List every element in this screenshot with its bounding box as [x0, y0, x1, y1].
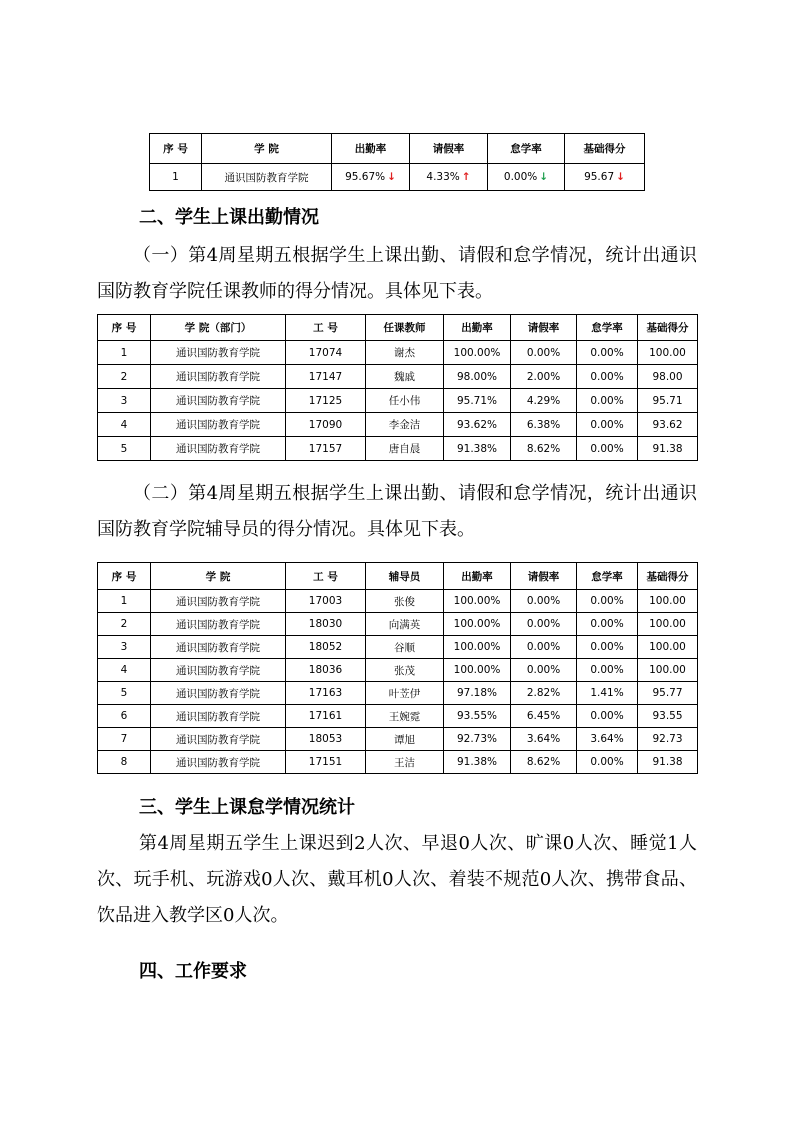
table-cell: 王婉霓: [366, 705, 444, 728]
header-cell: 学 院（部门）: [151, 315, 286, 341]
table-cell: 通识国防教育学院: [151, 705, 286, 728]
header-cell: 序 号: [150, 134, 202, 164]
table-cell: 92.73: [638, 728, 698, 751]
table-row: [98, 365, 698, 389]
table-cell: 8: [98, 751, 151, 774]
row-college: 通识国防教育学院: [202, 164, 332, 191]
table-row: [98, 341, 698, 365]
table-cell: 3: [98, 636, 151, 659]
table-cell: 4: [98, 413, 151, 437]
header-cell: 辅导员: [366, 563, 444, 590]
table-cell: 17151: [286, 751, 366, 774]
table-cell: 6.45%: [511, 705, 577, 728]
teacher-table-body: [98, 341, 698, 461]
header-cell: 怠学率: [577, 315, 638, 341]
paragraph: （一）第4周星期五根据学生上课出勤、请假和怠学情况，统计出通识国防教育学院任课教师的得分情况。具体见下表。: [97, 245, 697, 302]
table-cell: 18030: [286, 613, 366, 636]
table-cell: 魏戚: [366, 365, 444, 389]
table-cell: 92.73%: [444, 728, 511, 751]
table-cell: 通识国防教育学院: [151, 659, 286, 682]
table-cell: 1: [98, 341, 151, 365]
header-cell: 请假率: [511, 563, 577, 590]
section-heading: 四、工作要求: [139, 961, 247, 982]
table-cell: 谢杰: [366, 341, 444, 365]
leave-value: 4.33%: [426, 171, 460, 183]
table-cell: 2.82%: [511, 682, 577, 705]
table-cell: 17074: [286, 341, 366, 365]
table-row: [98, 728, 698, 751]
summary-header-row: [150, 134, 645, 164]
table-cell: 0.00%: [577, 413, 638, 437]
attendance-value: 95.67%: [345, 171, 386, 183]
header-cell: 请假率: [410, 134, 488, 164]
table-cell: 17161: [286, 705, 366, 728]
table-cell: 8.62%: [511, 437, 577, 461]
paragraph: （二）第4周星期五根据学生上课出勤、请假和怠学情况，统计出通识国防教育学院辅导员的得分情况。具体见下表。: [97, 483, 697, 540]
table-cell: 100.00: [638, 341, 698, 365]
table-cell: 17157: [286, 437, 366, 461]
table-row: [98, 636, 698, 659]
section-heading: 三、学生上课怠学情况统计: [139, 797, 355, 818]
row-no: 1: [150, 164, 202, 191]
table-cell: 100.00: [638, 613, 698, 636]
table-cell: 100.00: [638, 590, 698, 613]
leave-cell: [410, 164, 488, 191]
table-cell: 唐自晨: [366, 437, 444, 461]
table-cell: 95.77: [638, 682, 698, 705]
absence-value: 0.00%: [503, 171, 538, 183]
table-cell: 95.71%: [444, 389, 511, 413]
table-cell: 91.38: [638, 751, 698, 774]
counselor-table: [97, 562, 698, 774]
header-cell: 任课教师: [366, 315, 444, 341]
table-cell: 91.38%: [444, 437, 511, 461]
table-cell: 100.00%: [444, 590, 511, 613]
table-cell: 0.00%: [511, 590, 577, 613]
table-cell: 17125: [286, 389, 366, 413]
table-cell: 0.00%: [577, 659, 638, 682]
table-cell: 18052: [286, 636, 366, 659]
table-cell: 3: [98, 389, 151, 413]
table-cell: 谷顺: [366, 636, 444, 659]
table-cell: 1: [98, 590, 151, 613]
table-cell: 通识国防教育学院: [151, 341, 286, 365]
table-cell: 通识国防教育学院: [151, 682, 286, 705]
teacher-header-row: [98, 315, 698, 341]
table-cell: 17147: [286, 365, 366, 389]
header-cell: 出勤率: [332, 134, 410, 164]
header-cell: 学 院: [151, 563, 286, 590]
table-cell: 93.55: [638, 705, 698, 728]
table-cell: 93.62: [638, 413, 698, 437]
table-cell: 7: [98, 728, 151, 751]
table-cell: 通识国防教育学院: [151, 751, 286, 774]
table-row: [150, 164, 645, 191]
table-cell: 0.00%: [511, 636, 577, 659]
table-cell: 17003: [286, 590, 366, 613]
table-cell: 0.00%: [577, 751, 638, 774]
table-cell: 向满英: [366, 613, 444, 636]
table-cell: 0.00%: [511, 613, 577, 636]
paragraph: 第4周星期五学生上课迟到2人次、早退0人次、旷课0人次、睡觉1人次、玩手机、玩游戏0人次、戴耳机0人次、着装不规范0人次、携带食品、饮品进入教学区0人次。: [97, 833, 697, 926]
table-cell: 18036: [286, 659, 366, 682]
table-cell: 李金洁: [366, 413, 444, 437]
table-cell: 0.00%: [577, 437, 638, 461]
table-cell: 任小伟: [366, 389, 444, 413]
table-cell: 100.00%: [444, 636, 511, 659]
header-cell: 怠学率: [577, 563, 638, 590]
table-cell: 100.00%: [444, 341, 511, 365]
section-heading: 二、学生上课出勤情况: [139, 207, 319, 228]
table-cell: 叶苙伊: [366, 682, 444, 705]
table-row: [98, 705, 698, 728]
table-cell: 通识国防教育学院: [151, 389, 286, 413]
header-cell: 基础得分: [565, 134, 645, 164]
table-cell: 2: [98, 365, 151, 389]
summary-table: [149, 133, 645, 191]
table-cell: 95.71: [638, 389, 698, 413]
table-cell: 0.00%: [577, 365, 638, 389]
table-cell: 18053: [286, 728, 366, 751]
score-cell: [565, 164, 645, 191]
table-row: [98, 413, 698, 437]
table-cell: 通识国防教育学院: [151, 613, 286, 636]
table-cell: 通识国防教育学院: [151, 590, 286, 613]
table-row: [98, 682, 698, 705]
table-row: [98, 751, 698, 774]
table-cell: 0.00%: [577, 705, 638, 728]
absence-cell: [488, 164, 565, 191]
counselor-header-row: [98, 563, 698, 590]
table-cell: 2: [98, 613, 151, 636]
table-cell: 93.62%: [444, 413, 511, 437]
arrow-down-icon: ↓: [616, 171, 625, 183]
teacher-table: [97, 314, 698, 461]
table-cell: 2.00%: [511, 365, 577, 389]
score-value: 95.67: [584, 171, 615, 183]
header-cell: 学 院: [202, 134, 332, 164]
arrow-down-icon: ↓: [387, 171, 396, 183]
table-row: [98, 613, 698, 636]
header-cell: 出勤率: [444, 315, 511, 341]
table-cell: 0.00%: [577, 636, 638, 659]
table-row: [98, 659, 698, 682]
header-cell: 请假率: [511, 315, 577, 341]
table-cell: 0.00%: [577, 341, 638, 365]
table-cell: 100.00: [638, 636, 698, 659]
header-cell: 工 号: [286, 563, 366, 590]
table-row: [98, 389, 698, 413]
table-cell: 通识国防教育学院: [151, 636, 286, 659]
header-cell: 工 号: [286, 315, 366, 341]
attendance-cell: [332, 164, 410, 191]
table-cell: 4.29%: [511, 389, 577, 413]
table-cell: 93.55%: [444, 705, 511, 728]
table-cell: 17163: [286, 682, 366, 705]
table-cell: 5: [98, 682, 151, 705]
table-cell: 17090: [286, 413, 366, 437]
header-cell: 怠学率: [488, 134, 565, 164]
arrow-up-icon: ↑: [461, 171, 471, 183]
table-cell: 0.00%: [577, 590, 638, 613]
table-cell: 3.64%: [577, 728, 638, 751]
table-cell: 5: [98, 437, 151, 461]
header-cell: 基础得分: [638, 315, 698, 341]
table-cell: 通识国防教育学院: [151, 437, 286, 461]
header-cell: 基础得分: [638, 563, 698, 590]
table-cell: 6: [98, 705, 151, 728]
table-cell: 6.38%: [511, 413, 577, 437]
counselor-table-body: [98, 590, 698, 774]
table-cell: 8.62%: [511, 751, 577, 774]
table-row: [98, 437, 698, 461]
table-cell: 91.38: [638, 437, 698, 461]
table-cell: 通识国防教育学院: [151, 728, 286, 751]
table-cell: 0.00%: [577, 389, 638, 413]
table-cell: 0.00%: [511, 341, 577, 365]
table-cell: 0.00%: [511, 659, 577, 682]
table-cell: 王洁: [366, 751, 444, 774]
table-cell: 0.00%: [577, 613, 638, 636]
table-cell: 通识国防教育学院: [151, 413, 286, 437]
table-cell: 3.64%: [511, 728, 577, 751]
table-cell: 通识国防教育学院: [151, 365, 286, 389]
table-cell: 张俊: [366, 590, 444, 613]
arrow-down-icon: ↓: [539, 171, 549, 183]
table-cell: 98.00: [638, 365, 698, 389]
table-cell: 100.00%: [444, 613, 511, 636]
table-cell: 100.00%: [444, 659, 511, 682]
table-cell: 张茂: [366, 659, 444, 682]
table-cell: 100.00: [638, 659, 698, 682]
table-cell: 4: [98, 659, 151, 682]
header-cell: 出勤率: [444, 563, 511, 590]
header-cell: 序 号: [98, 315, 151, 341]
table-cell: 1.41%: [577, 682, 638, 705]
header-cell: 序 号: [98, 563, 151, 590]
table-cell: 98.00%: [444, 365, 511, 389]
table-cell: 97.18%: [444, 682, 511, 705]
table-cell: 谭旭: [366, 728, 444, 751]
table-cell: 91.38%: [444, 751, 511, 774]
table-row: [98, 590, 698, 613]
